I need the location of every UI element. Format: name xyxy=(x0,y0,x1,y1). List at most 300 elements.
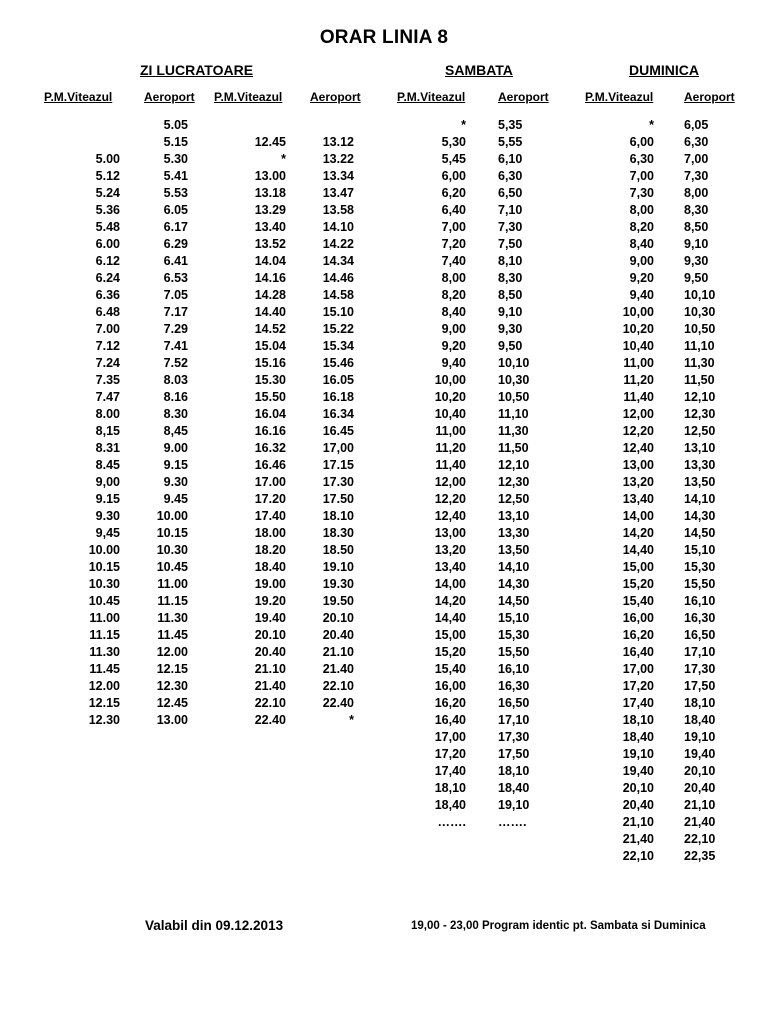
time-cell: 6,00 xyxy=(629,135,654,149)
time-cell: 19.20 xyxy=(254,594,286,608)
time-cell: 11,00 xyxy=(623,356,654,370)
time-cell: 9.30 xyxy=(163,475,188,489)
column-header-weekday-pm-viteazul-1: P.M.Viteazul xyxy=(44,90,113,104)
time-cell: 13,20 xyxy=(434,543,466,557)
time-cell: 11.00 xyxy=(89,611,120,625)
time-cell: 18.00 xyxy=(254,526,286,540)
time-cell: 9.45 xyxy=(163,492,188,506)
time-cell: 7.52 xyxy=(163,356,188,370)
time-cell: 17,40 xyxy=(434,764,466,778)
time-cell: 16,00 xyxy=(622,611,654,625)
time-cell: 14,10 xyxy=(684,492,716,506)
time-cell: 15,00 xyxy=(434,628,466,642)
time-cell: 16,20 xyxy=(622,628,654,642)
time-cell: 20,40 xyxy=(622,798,654,812)
time-cell: 18,10 xyxy=(434,781,466,795)
time-cell: 15,10 xyxy=(498,611,530,625)
time-cell: 6.29 xyxy=(163,237,188,251)
weekend-program-note: 19,00 - 23,00 Program identic pt. Sambata si Duminica xyxy=(411,920,706,932)
time-cell: 7,20 xyxy=(441,237,466,251)
time-cell: 12.00 xyxy=(88,679,120,693)
time-cell: 12,30 xyxy=(498,475,530,489)
time-cell: 17,50 xyxy=(684,679,716,693)
time-cell: 8.31 xyxy=(95,441,120,455)
time-cell: 14.40 xyxy=(254,305,286,319)
valid-from-note: Valabil din 09.12.2013 xyxy=(145,918,284,933)
time-cell xyxy=(294,117,354,134)
time-cell: 16,30 xyxy=(498,679,530,693)
time-cell: 21.40 xyxy=(254,679,286,693)
time-cell: 6,00 xyxy=(441,169,466,183)
time-cell: 19.40 xyxy=(254,611,286,625)
time-cell: 6,50 xyxy=(498,186,523,200)
time-cell: 12,10 xyxy=(498,458,530,472)
time-cell: * xyxy=(461,118,466,132)
section-weekday: ZI LUCRATOARE xyxy=(140,62,254,78)
section-sunday: DUMINICA xyxy=(629,62,699,78)
time-cell: 10.45 xyxy=(156,560,188,574)
time-cell: 8,30 xyxy=(684,203,709,217)
time-cell: 8,50 xyxy=(684,220,709,234)
time-cell: 9,45 xyxy=(95,526,120,540)
time-cell: 17.50 xyxy=(322,492,354,506)
time-cell: 18.10 xyxy=(322,509,354,523)
time-cell: 15.30 xyxy=(254,373,286,387)
times-column-weekday-aeroport-2 xyxy=(294,117,354,729)
time-cell: 21,10 xyxy=(622,815,654,829)
time-cell: 13,40 xyxy=(434,560,466,574)
time-cell xyxy=(226,117,286,134)
page-title: ORAR LINIA 8 xyxy=(319,27,449,48)
time-cell: 16,30 xyxy=(684,611,716,625)
time-cell: 21.40 xyxy=(322,662,354,676)
times-column-saturday-pm-viteazul xyxy=(406,117,466,831)
time-cell: * xyxy=(349,713,354,727)
time-cell: 5.36 xyxy=(95,203,120,217)
time-cell: 13.00 xyxy=(254,169,286,183)
time-cell: 15.04 xyxy=(254,339,286,353)
time-cell: 12,00 xyxy=(622,407,654,421)
time-cell: 12,40 xyxy=(622,441,654,455)
time-cell: 15.34 xyxy=(322,339,354,353)
time-cell: 13.29 xyxy=(254,203,286,217)
time-cell: 18,40 xyxy=(434,798,466,812)
time-cell: 21,40 xyxy=(622,832,654,846)
time-cell: 15,30 xyxy=(684,560,716,574)
time-cell: 13.58 xyxy=(322,203,354,217)
time-cell: 11,50 xyxy=(498,441,529,455)
time-cell: 17.40 xyxy=(254,509,286,523)
time-cell: 5.15 xyxy=(163,135,188,149)
time-cell: 7.47 xyxy=(95,390,120,404)
time-cell: 8.00 xyxy=(95,407,120,421)
time-cell: 15,20 xyxy=(434,645,466,659)
time-cell: 12,00 xyxy=(434,475,466,489)
time-cell: 19,10 xyxy=(498,798,530,812)
time-cell: 10,10 xyxy=(498,356,530,370)
time-cell: 17,40 xyxy=(622,696,654,710)
time-cell: 7,00 xyxy=(629,169,654,183)
time-cell: 14,00 xyxy=(434,577,466,591)
time-cell: 9,30 xyxy=(498,322,523,336)
time-cell: 16,40 xyxy=(434,713,466,727)
time-cell: 8.16 xyxy=(163,390,188,404)
time-cell: * xyxy=(649,118,654,132)
time-cell: 12,30 xyxy=(684,407,716,421)
time-cell: 19.10 xyxy=(322,560,354,574)
time-cell: 15,30 xyxy=(498,628,530,642)
time-cell: 8,15 xyxy=(95,424,120,438)
time-cell: 16,40 xyxy=(622,645,654,659)
time-cell: * xyxy=(281,152,286,166)
time-cell: 18,40 xyxy=(622,730,654,744)
time-cell: 14,50 xyxy=(684,526,716,540)
time-cell: 22.40 xyxy=(322,696,354,710)
time-cell: 15,00 xyxy=(622,560,654,574)
time-cell: 7,40 xyxy=(441,254,466,268)
time-cell: 10,30 xyxy=(684,305,716,319)
time-cell: 9.00 xyxy=(163,441,188,455)
times-column-sunday-aeroport xyxy=(684,117,744,865)
time-cell: 16.05 xyxy=(322,373,354,387)
time-cell: 14.04 xyxy=(254,254,286,268)
time-cell: 12.30 xyxy=(88,713,120,727)
time-cell: 21,40 xyxy=(684,815,716,829)
time-cell: 10,20 xyxy=(434,390,466,404)
time-cell: 13,50 xyxy=(684,475,716,489)
time-cell: 6.53 xyxy=(163,271,188,285)
time-cell: 10.30 xyxy=(88,577,120,591)
time-cell: 12.45 xyxy=(254,135,286,149)
time-cell: 17,10 xyxy=(684,645,716,659)
time-cell: ……. xyxy=(437,815,466,829)
time-cell: 13.34 xyxy=(322,169,354,183)
time-cell: 17,50 xyxy=(498,747,530,761)
time-cell: 11.15 xyxy=(89,628,120,642)
time-cell: 13,10 xyxy=(684,441,716,455)
time-cell: 9,20 xyxy=(629,271,654,285)
time-cell: 9.15 xyxy=(95,492,120,506)
time-cell: 5.05 xyxy=(163,118,188,132)
time-cell: 14.16 xyxy=(254,271,286,285)
time-cell: 10,00 xyxy=(434,373,466,387)
time-cell: 9,00 xyxy=(441,322,466,336)
time-cell: 17,00 xyxy=(434,730,466,744)
time-cell: 8,30 xyxy=(498,271,523,285)
time-cell: 14.58 xyxy=(322,288,354,302)
time-cell: 16.32 xyxy=(254,441,286,455)
time-cell: 5,55 xyxy=(498,135,523,149)
time-cell: 9,00 xyxy=(629,254,654,268)
time-cell: 14.46 xyxy=(322,271,354,285)
time-cell: 14,10 xyxy=(498,560,530,574)
time-cell: 15.50 xyxy=(254,390,286,404)
time-cell: 22,10 xyxy=(684,832,716,846)
time-cell: 9.15 xyxy=(163,458,188,472)
time-cell: 13.22 xyxy=(322,152,354,166)
time-cell: 17,30 xyxy=(498,730,530,744)
time-cell: 14.10 xyxy=(322,220,354,234)
time-cell: 14,50 xyxy=(498,594,530,608)
time-cell: 16.04 xyxy=(254,407,286,421)
time-cell: 11.00 xyxy=(157,577,188,591)
time-cell: 10,40 xyxy=(434,407,466,421)
time-cell: 17.15 xyxy=(322,458,354,472)
time-cell: 13,50 xyxy=(498,543,530,557)
time-cell: 15,50 xyxy=(498,645,530,659)
time-cell: 15.22 xyxy=(322,322,354,336)
time-cell: 13,30 xyxy=(498,526,530,540)
time-cell: 14.34 xyxy=(322,254,354,268)
time-cell: 13.40 xyxy=(254,220,286,234)
time-cell: 17.20 xyxy=(254,492,286,506)
time-cell: 10,50 xyxy=(684,322,716,336)
time-cell: 15.16 xyxy=(254,356,286,370)
time-cell: 16,00 xyxy=(434,679,466,693)
time-cell: 20,10 xyxy=(622,781,654,795)
time-cell: 18.40 xyxy=(254,560,286,574)
time-cell: 7,30 xyxy=(684,169,709,183)
time-cell: 9.30 xyxy=(95,509,120,523)
time-cell: 15,40 xyxy=(434,662,466,676)
time-cell: 12,40 xyxy=(434,509,466,523)
time-cell: 8,40 xyxy=(629,237,654,251)
time-cell: 7.00 xyxy=(95,322,120,336)
time-cell: 7.05 xyxy=(163,288,188,302)
time-cell: 11,50 xyxy=(684,373,715,387)
column-header-saturday-pm-viteazul: P.M.Viteazul xyxy=(397,90,466,104)
time-cell: 12.15 xyxy=(156,662,188,676)
time-cell: 9,10 xyxy=(498,305,523,319)
time-cell: 17,20 xyxy=(622,679,654,693)
time-cell: 13,20 xyxy=(622,475,654,489)
time-cell: 6.00 xyxy=(95,237,120,251)
time-cell: 19,10 xyxy=(684,730,716,744)
times-column-weekday-pm-viteazul-1 xyxy=(60,117,120,729)
time-cell: 6,30 xyxy=(498,169,523,183)
time-cell: 9,50 xyxy=(684,271,709,285)
time-cell: 12.15 xyxy=(88,696,120,710)
time-cell: 20,10 xyxy=(684,764,716,778)
time-cell: 7,10 xyxy=(498,203,523,217)
time-cell: 5,30 xyxy=(441,135,466,149)
time-cell: 10.45 xyxy=(88,594,120,608)
time-cell: 17,00 xyxy=(622,662,654,676)
time-cell: 9,20 xyxy=(441,339,466,353)
time-cell: 17,10 xyxy=(498,713,530,727)
time-cell: 13.18 xyxy=(254,186,286,200)
time-cell: 10,50 xyxy=(498,390,530,404)
time-cell: 7.24 xyxy=(95,356,120,370)
time-cell: 12,50 xyxy=(684,424,716,438)
time-cell: 21,10 xyxy=(684,798,716,812)
time-cell: 10,20 xyxy=(622,322,654,336)
time-cell: 16.46 xyxy=(254,458,286,472)
time-cell: 18,10 xyxy=(684,696,716,710)
time-cell: 19,10 xyxy=(622,747,654,761)
time-cell: 14.28 xyxy=(254,288,286,302)
time-cell: 17,20 xyxy=(434,747,466,761)
column-header-sunday-aeroport: Aeroport xyxy=(684,90,735,104)
time-cell: 6.17 xyxy=(163,220,188,234)
time-cell: 16,50 xyxy=(684,628,716,642)
time-cell: 5.53 xyxy=(163,186,188,200)
column-header-weekday-pm-viteazul-2: P.M.Viteazul xyxy=(214,90,283,104)
time-cell: 13,10 xyxy=(498,509,530,523)
time-cell: 14,30 xyxy=(684,509,716,523)
time-cell: 20,40 xyxy=(684,781,716,795)
time-cell: 5.00 xyxy=(95,152,120,166)
time-cell: 6.05 xyxy=(163,203,188,217)
time-cell: 18.30 xyxy=(322,526,354,540)
time-cell: 22.10 xyxy=(254,696,286,710)
times-column-saturday-aeroport xyxy=(472,117,566,831)
column-header-saturday-aeroport: Aeroport xyxy=(498,90,549,104)
column-header-weekday-aeroport-2: Aeroport xyxy=(310,90,361,104)
time-cell: 13,00 xyxy=(434,526,466,540)
time-cell: 14,30 xyxy=(498,577,530,591)
time-cell: 7.41 xyxy=(163,339,188,353)
time-cell: 9,30 xyxy=(684,254,709,268)
time-cell: 6.12 xyxy=(95,254,120,268)
times-column-weekday-pm-viteazul-2 xyxy=(226,117,286,729)
time-cell: 12,10 xyxy=(684,390,716,404)
time-cell: 7.29 xyxy=(163,322,188,336)
time-cell: 16.45 xyxy=(322,424,354,438)
time-cell: 13,40 xyxy=(622,492,654,506)
column-header-weekday-aeroport-1: Aeroport xyxy=(144,90,195,104)
time-cell: 12.45 xyxy=(156,696,188,710)
time-cell: 8,50 xyxy=(498,288,523,302)
time-cell: 15.10 xyxy=(322,305,354,319)
time-cell: 18,10 xyxy=(498,764,530,778)
time-cell: 14,20 xyxy=(434,594,466,608)
time-cell: 10,10 xyxy=(684,288,716,302)
time-cell: 13.00 xyxy=(156,713,188,727)
time-cell: 22.40 xyxy=(254,713,286,727)
time-cell: 21.10 xyxy=(322,645,354,659)
time-cell: 8,00 xyxy=(441,271,466,285)
time-cell: 18,40 xyxy=(498,781,530,795)
time-cell: 8,00 xyxy=(629,203,654,217)
time-cell: 6,05 xyxy=(684,118,709,132)
time-cell: 14.52 xyxy=(254,322,286,336)
time-cell: 8,20 xyxy=(629,220,654,234)
time-cell: 16.18 xyxy=(322,390,354,404)
time-cell: 22,10 xyxy=(622,849,654,863)
time-cell: 19,40 xyxy=(684,747,716,761)
time-cell: 11.45 xyxy=(157,628,188,642)
column-header-sunday-pm-viteazul: P.M.Viteazul xyxy=(585,90,654,104)
time-cell: 16,10 xyxy=(684,594,716,608)
time-cell: 8.30 xyxy=(163,407,188,421)
times-column-weekday-aeroport-1 xyxy=(128,117,188,729)
time-cell: 9,00 xyxy=(95,475,120,489)
time-cell: 13.12 xyxy=(322,135,354,149)
time-cell: 10.00 xyxy=(88,543,120,557)
time-cell: 11,40 xyxy=(623,390,654,404)
time-cell: 12.30 xyxy=(156,679,188,693)
time-cell: 6.48 xyxy=(95,305,120,319)
time-cell: 7,50 xyxy=(498,237,523,251)
section-saturday: SAMBATA xyxy=(445,62,513,78)
time-cell: 13.52 xyxy=(254,237,286,251)
time-cell: 15,40 xyxy=(622,594,654,608)
time-cell: 5.12 xyxy=(95,169,120,183)
time-cell: 11,00 xyxy=(435,424,466,438)
time-cell: 20.10 xyxy=(322,611,354,625)
time-cell xyxy=(60,117,120,134)
time-cell: 6,30 xyxy=(629,152,654,166)
time-cell: 5.48 xyxy=(95,220,120,234)
time-cell: 11,10 xyxy=(498,407,529,421)
time-cell: 17.00 xyxy=(254,475,286,489)
time-cell: 7,30 xyxy=(498,220,523,234)
time-cell: 19,40 xyxy=(622,764,654,778)
time-cell: 12,50 xyxy=(498,492,530,506)
time-cell: 8,20 xyxy=(441,288,466,302)
time-cell: 18,40 xyxy=(684,713,716,727)
time-cell: 16.16 xyxy=(254,424,286,438)
time-cell: 17.30 xyxy=(322,475,354,489)
time-cell: 22,35 xyxy=(684,849,716,863)
time-cell: 14,00 xyxy=(622,509,654,523)
time-cell: 9,50 xyxy=(498,339,523,353)
time-cell: 6.41 xyxy=(163,254,188,268)
time-cell: 18.20 xyxy=(254,543,286,557)
time-cell xyxy=(60,134,120,151)
time-cell: 15,20 xyxy=(622,577,654,591)
time-cell: 11,30 xyxy=(684,356,715,370)
time-cell: 10.30 xyxy=(156,543,188,557)
time-cell: 10,00 xyxy=(622,305,654,319)
time-cell: 14,40 xyxy=(622,543,654,557)
time-cell: 11,20 xyxy=(435,441,466,455)
time-cell: 11,10 xyxy=(684,339,715,353)
time-cell: 5.41 xyxy=(163,169,188,183)
time-cell: 8,45 xyxy=(163,424,188,438)
time-cell: 18,10 xyxy=(622,713,654,727)
time-cell: 7.12 xyxy=(95,339,120,353)
time-cell: 6,10 xyxy=(498,152,523,166)
time-cell: 7,30 xyxy=(629,186,654,200)
time-cell: 11,20 xyxy=(623,373,654,387)
time-cell: ……. xyxy=(498,815,527,829)
time-cell: 8.03 xyxy=(163,373,188,387)
time-cell: 6,40 xyxy=(441,203,466,217)
time-cell: 11.45 xyxy=(89,662,120,676)
time-cell: 10,40 xyxy=(622,339,654,353)
time-cell: 13.47 xyxy=(322,186,354,200)
time-cell: 14.22 xyxy=(322,237,354,251)
time-cell: 11,30 xyxy=(498,424,529,438)
time-cell: 10.15 xyxy=(156,526,188,540)
time-cell: 16,50 xyxy=(498,696,530,710)
time-cell: 19.30 xyxy=(322,577,354,591)
time-cell: 14,40 xyxy=(434,611,466,625)
time-cell: 15,50 xyxy=(684,577,716,591)
time-cell: 7,00 xyxy=(441,220,466,234)
time-cell: 12,20 xyxy=(434,492,466,506)
time-cell: 13,30 xyxy=(684,458,716,472)
time-cell: 10,30 xyxy=(498,373,530,387)
time-cell: 6.24 xyxy=(95,271,120,285)
time-cell: 8,10 xyxy=(498,254,523,268)
time-cell: 5.30 xyxy=(163,152,188,166)
time-cell: 10.15 xyxy=(88,560,120,574)
time-cell: 16.34 xyxy=(322,407,354,421)
time-cell: 17,00 xyxy=(322,441,354,455)
